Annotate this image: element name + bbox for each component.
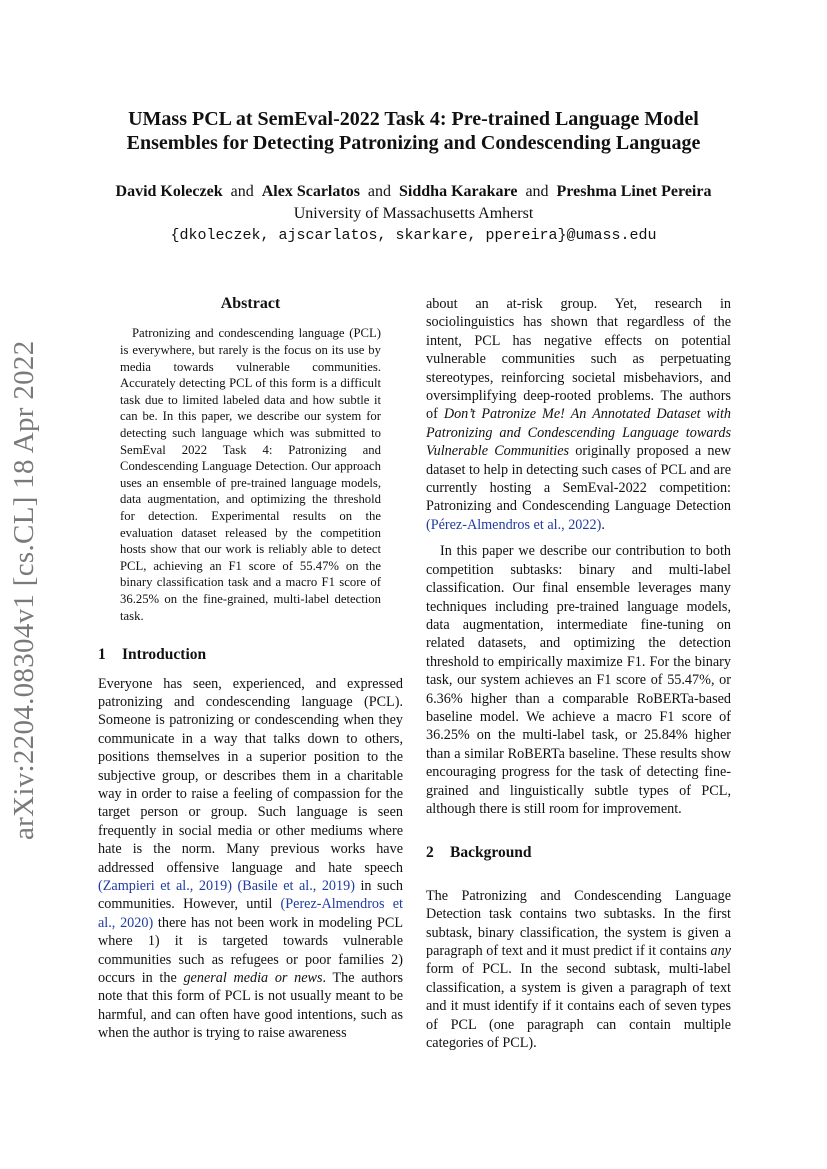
- title-line-1: UMass PCL at SemEval-2022 Task 4: Pre-trained Language Model: [128, 108, 699, 130]
- section-heading-background: [426, 844, 731, 862]
- right-text-b: originally proposed a new dataset to help in detecting such cases of PCL and are currently hosting a SemEval-2022 competition: Patronizing and Condescending Language Detection: [426, 443, 731, 515]
- citation-perez-almendros-2022[interactable]: (Pérez-Almendros et al., 2022): [426, 516, 602, 533]
- abstract: [98, 325, 403, 624]
- background-text-a: The Patronizing and Condescending Language Detection task contains two subtasks. In the first subtask, binary classification, the system is given a paragraph of text and it must predict if it contains: [426, 887, 731, 959]
- intro-text-b: in such communities. However, until: [98, 877, 404, 913]
- intro-text-a: Everyone has seen, experienced, and expressed patronizing and condescending language (PCL). Someone is patronizing or condescending when they communicate in a way that talks down to others, positions themselves in a superior position to the subjective group, or describes them in a charitable way in order to raise a feeling of compassion for the target person or group. Such language is seen frequently in social media or other mediums where hate is the norm. Many previous works have addressed offensive language and hate speech: [98, 675, 403, 876]
- right-paragraph-1: [426, 295, 731, 534]
- title-line-2: Ensembles for Detecting Patronizing and Condescending Language: [126, 132, 701, 154]
- right-column: [426, 295, 731, 1052]
- section-number: 2: [426, 844, 434, 862]
- section-title: Background: [450, 844, 532, 862]
- intro-italic: general media or news: [183, 970, 323, 986]
- right-paragraph-2: In this paper we describe our contribution to both competition subtasks: binary and multi-label classification. Our final ensemble leverages many techniques including pre-trained language models, data augmentation, intermediate fine-tuning on related datasets, and optimizing the detection threshold to empirically maximize F1. For the binary task, our system achieves an F1 score of 55.47%, or 6.36% higher than a comparable RoBERTa-based baseline model. We achieve a macro F1 score of 36.25% on the multi-label task, or 25.84% higher than a similar RoBERTa baseline. These results show encouraging progress for the task of detecting fine-grained and linguistically subtle types of PCL, although there is still room for improvement.: [426, 543, 731, 817]
- section-title: Introduction: [122, 646, 207, 664]
- author-2: Alex Scarlatos: [261, 183, 360, 200]
- paper-title: [80, 107, 747, 155]
- author-emails: {dkoleczek, ajscarlatos, skarkare, ppereira}@umass.edu: [170, 227, 657, 244]
- right-text-end: .: [601, 516, 605, 533]
- citation-perez-almendros-2020[interactable]: (Perez-Almendros et al., 2020): [98, 896, 403, 931]
- left-column: [98, 295, 403, 1043]
- intro-paragraph: [98, 675, 403, 1043]
- dataset-title-italic: Don’t Patronize Me! An Annotated Dataset with Patronizing and Condescending Language towards Vulnerable Communities: [426, 406, 732, 460]
- arxiv-side-label: arXiv:2204.08304v1 [cs.CL] 18 Apr 2022: [8, 340, 40, 840]
- affiliation: University of Massachusetts Amherst: [293, 205, 534, 222]
- section-number: 1: [98, 646, 106, 664]
- background-italic: any: [710, 943, 732, 959]
- citation-basile[interactable]: (Basile et al., 2019): [237, 877, 355, 894]
- author-list: [60, 181, 767, 203]
- right-text-a: about an at-risk group. Yet, research in sociolinguistics has shown that regardless of the intent, PCL has negative effects on potential vulnerable communities such as perpetuating stereotypes, reinforcing societal misbehaviors, and oversimplifying deep-rooted problems. The authors of: [426, 296, 731, 423]
- author-3: Siddha Karakare: [399, 183, 518, 200]
- background-text-b: form of PCL. In the second subtask, multi-label classification, a system is given a paragraph of text and it must identify if it contains each of seven types of PCL (one paragraph can contain multiple categories of PCL).: [426, 961, 731, 1052]
- section-heading-introduction: [98, 646, 403, 664]
- abstract-heading: Abstract: [220, 295, 281, 312]
- citation-zampieri[interactable]: (Zampieri et al., 2019): [98, 877, 232, 894]
- intro-text-c: there has not been work in modeling PCL where 1) it is targeted towards vulnerable communities such as refugees or poor families 2) occurs in the: [98, 914, 404, 986]
- intro-text-d: . The authors note that this form of PCL is not usually meant to be harmful, and can often have good intentions, such as when the author is trying to raise awareness: [98, 970, 403, 1042]
- abstract-text: Patronizing and condescending language (PCL) is everywhere, but rarely is the focus on its use by media towards vulnerable communities. Accurately detecting PCL of this form is a difficult task due to limited labeled data and how subtle it can be. In this paper, we describe our system for detecting such language which was submitted to SemEval 2022 Task 4: Patronizing and Condescending Language Detection. Our approach uses an ensemble of pre-trained language models, data augmentation, and optimizing the threshold for detection. Experimental results on the evaluation dataset released by the competition hosts show that our work is reliably able to detect PCL, achieving an F1 score of 55.47% on the binary classification task and a macro F1 score of 36.25% on the fine-grained, multi-label detection task.: [120, 326, 381, 623]
- and-2: and: [367, 183, 392, 200]
- author-1: David Koleczek: [115, 183, 223, 200]
- background-paragraph: [426, 887, 731, 1053]
- author-4: Preshma Linet Pereira: [556, 183, 712, 200]
- and-1: and: [230, 183, 254, 200]
- author-block: [60, 181, 767, 247]
- and-3: and: [525, 183, 549, 200]
